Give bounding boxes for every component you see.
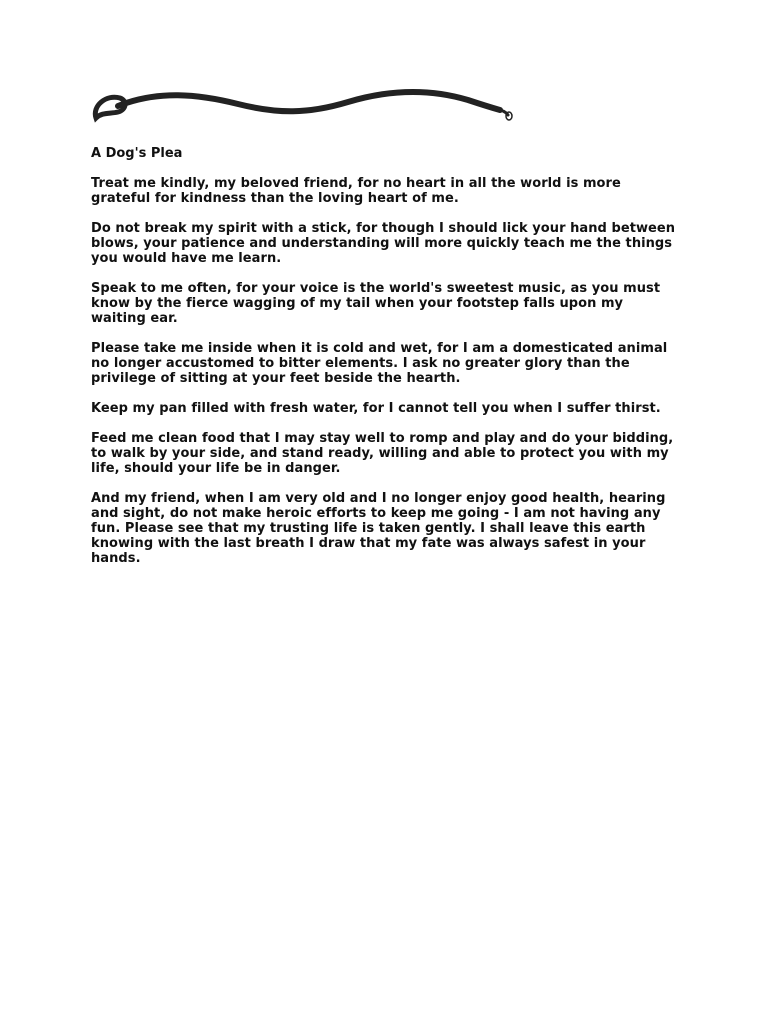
document-title: A Dog's Plea (91, 146, 183, 161)
paragraph-3: Speak to me often, for your voice is the world's sweetest music, as you must know by the fierce wagging of my tail when your footstep falls upon my waiting ear. (91, 281, 661, 326)
paragraph-7: And my friend, when I am very old and I no longer enjoy good health, hearing and sight, do not make heroic efforts to keep me going - I am not having any fun. Please see that my trusting life is taken gently. I shall leave this earth knowing with the last breath I draw that my fate was always safest in your hands. (91, 491, 666, 566)
paragraph-6: Feed me clean food that I may stay well to romp and play and do your bidding, to walk by your side, and stand ready, willing and able to protect you with my life, should your life be in danger. (91, 431, 674, 476)
paragraph-2: Do not break my spirit with a stick, for though I should lick your hand between blows, your patience and understanding will more quickly teach me the things you would have me learn. (91, 221, 676, 266)
dog-leash-icon (88, 84, 518, 128)
paragraph-1: Treat me kindly, my beloved friend, for no heart in all the world is more grateful for kindness than the loving heart of me. (91, 176, 621, 206)
paragraph-4: Please take me inside when it is cold and wet, for I am a domesticated animal no longer accustomed to bitter elements. I ask no greater glory than the privilege of sitting at your feet beside the hearth. (91, 341, 668, 386)
document-body (91, 146, 681, 581)
paragraph-5: Keep my pan filled with fresh water, for I cannot tell you when I suffer thirst. (91, 401, 661, 416)
